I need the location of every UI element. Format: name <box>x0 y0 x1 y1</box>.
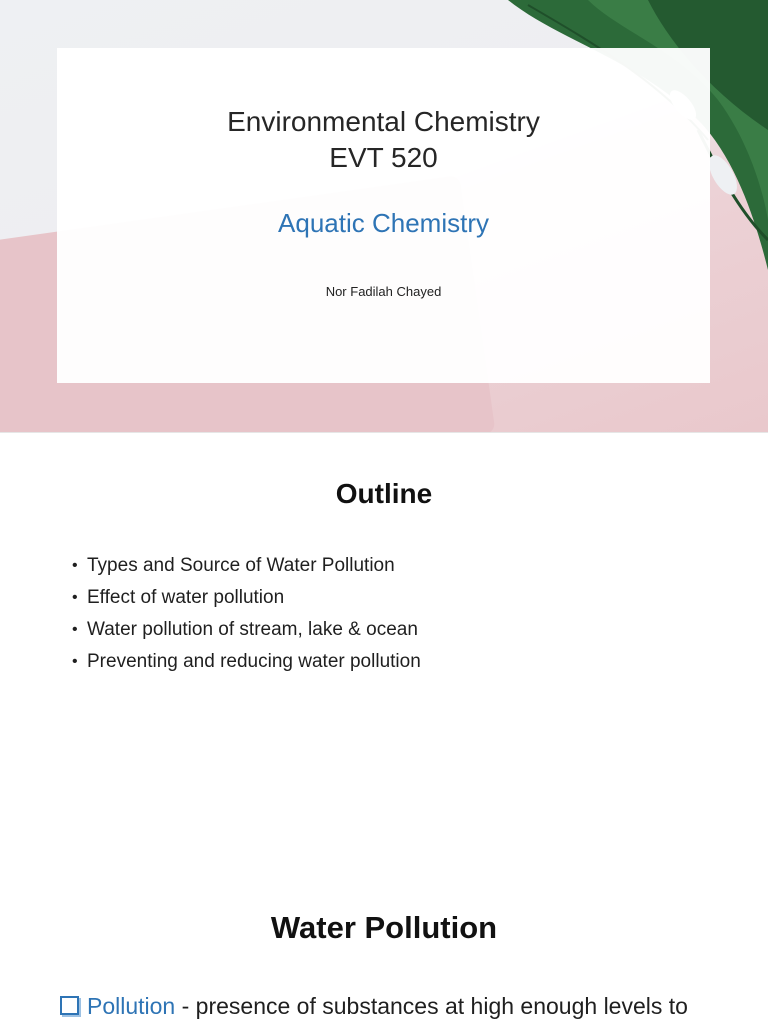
pollution-definition <box>60 990 760 1022</box>
bullet-icon: • <box>72 653 78 670</box>
title-card <box>57 48 710 383</box>
course-title: Environmental Chemistry <box>227 106 540 137</box>
list-item: • Effect of water pollution <box>72 582 421 614</box>
list-item: • Water pollution of stream, lake & ocean <box>72 614 421 646</box>
checkbox-bullet-icon <box>60 996 79 1015</box>
list-item: • Preventing and reducing water pollution <box>72 646 421 678</box>
author-name: Nor Fadilah Chayed <box>325 284 442 299</box>
bullet-icon: • <box>72 557 78 574</box>
outline-title: Outline <box>335 478 433 509</box>
water-pollution-title: Water Pollution <box>270 910 498 945</box>
pollution-term: Pollution <box>87 993 176 1019</box>
bullet-icon: • <box>72 621 78 638</box>
slide-subtitle: Aquatic Chemistry <box>278 208 489 238</box>
bullet-icon: • <box>72 589 78 606</box>
slide-divider <box>0 432 768 433</box>
course-code: EVT 520 <box>329 142 438 173</box>
title-slide <box>0 0 768 432</box>
outline-list <box>72 550 421 678</box>
list-item: • Types and Source of Water Pollution <box>72 550 421 582</box>
definition-text: - presence of substances at high enough levels to <box>175 993 688 1019</box>
